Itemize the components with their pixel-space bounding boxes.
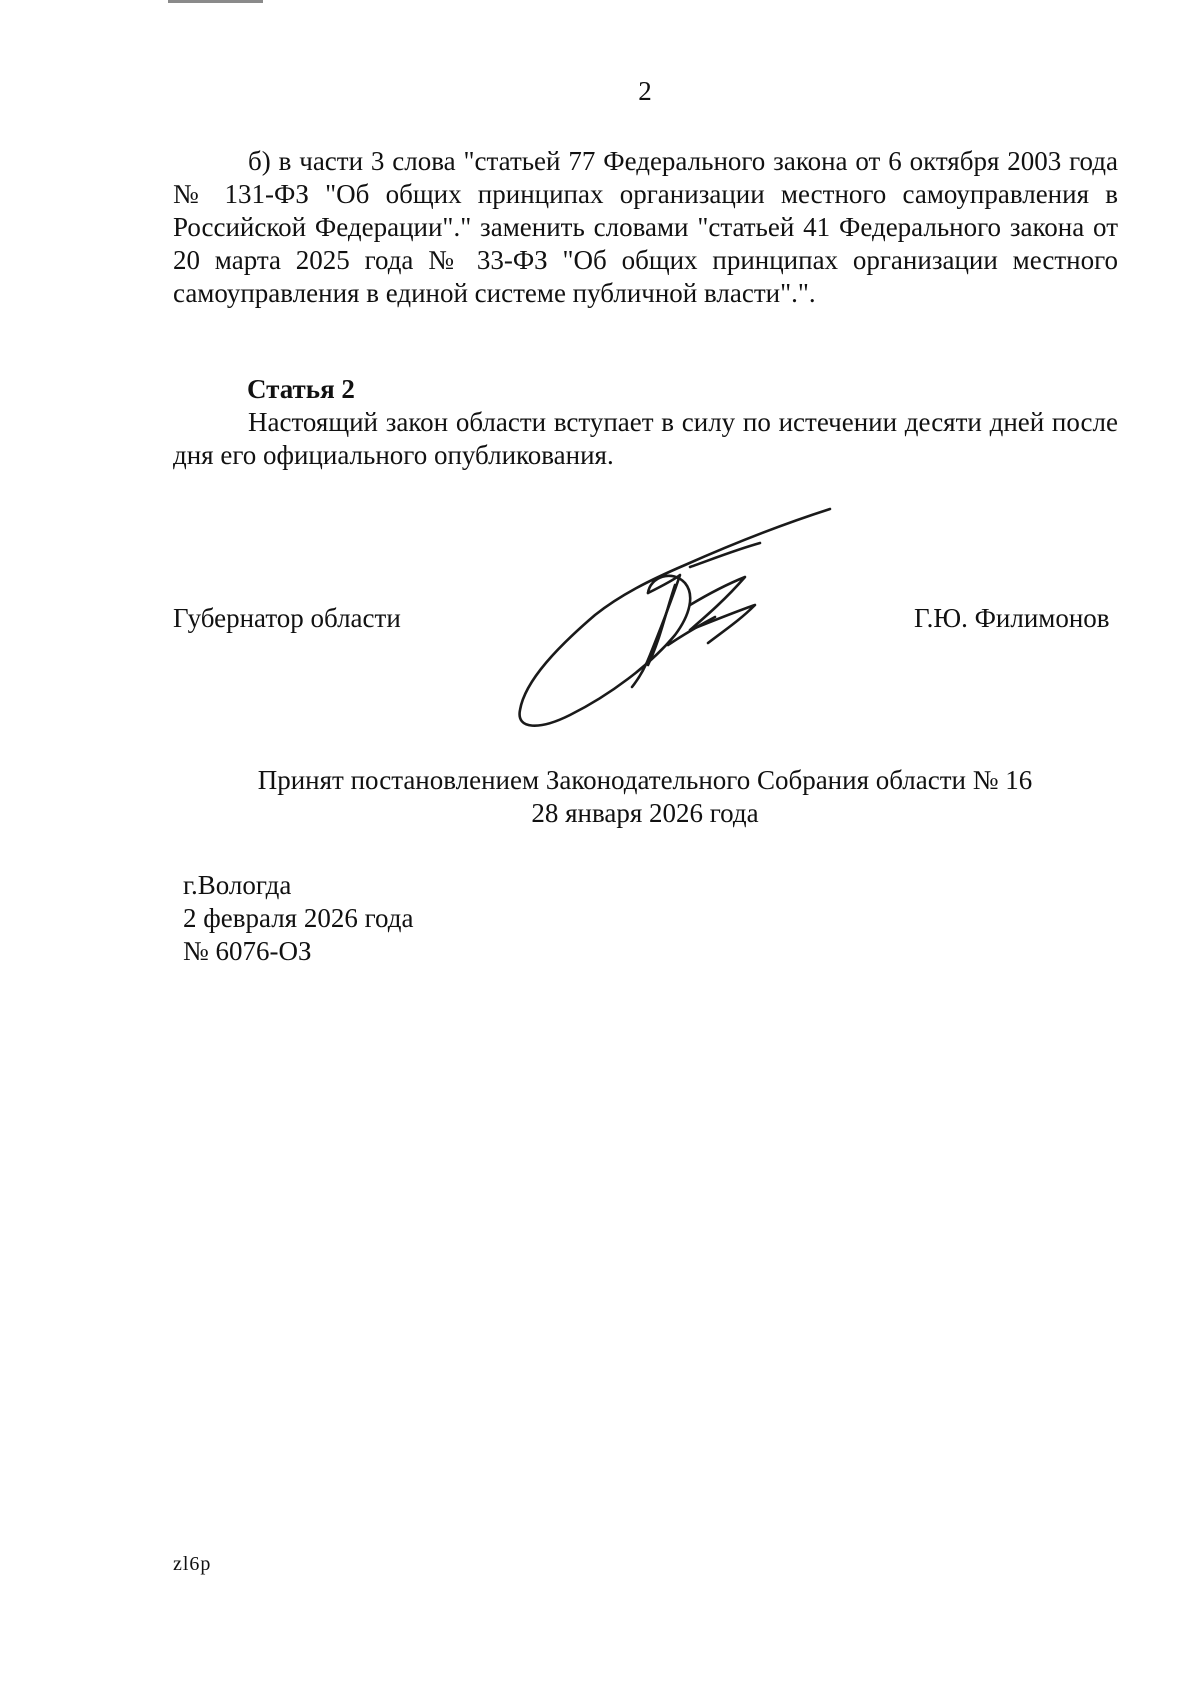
signatory-name: Г.Ю. Филимонов: [914, 603, 1110, 633]
scan-mark: [168, 0, 263, 3]
adoption-line-2: 28 января 2026 года: [531, 798, 759, 828]
footer-number: № 6076-ОЗ: [183, 936, 312, 966]
page-number: 2: [638, 76, 652, 106]
signatory-position: Губернатор области: [173, 603, 401, 633]
adoption-line-1: Принят постановлением Законодательного Собрания области № 16: [257, 765, 1033, 795]
paragraph-b: б) в части 3 слова "статьей 77 Федерального закона от 6 октября 2003 года № 131-ФЗ "Об общих принципах организации местного самоуправления в Российской Федерации"." заменить словами "статьей 41 Федерального закона от 20 марта 2025 года № 33-ФЗ "Об общих принципах организации местного самоуправления в единой системе публичной власти".".: [173, 146, 1118, 308]
handwritten-signature: [500, 505, 840, 735]
footer-date: 2 февраля 2026 года: [183, 903, 414, 933]
document-code: zl6p: [173, 1553, 212, 1575]
article-text: Настоящий закон области вступает в силу по истечении десяти дней после дня его официального опубликования.: [173, 407, 1118, 470]
article-heading: Статья 2: [247, 374, 355, 404]
footer-city: г.Вологда: [183, 870, 292, 900]
footer-block: [183, 869, 413, 968]
adoption-note: [0, 764, 1200, 830]
